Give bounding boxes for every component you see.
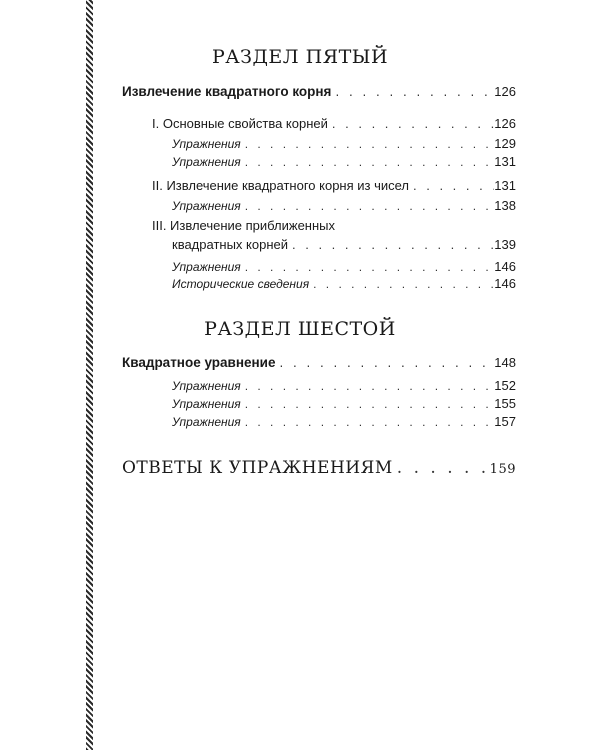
toc-item[interactable] bbox=[172, 136, 516, 151]
toc-page: 152 bbox=[494, 378, 516, 393]
toc-answers[interactable] bbox=[122, 458, 516, 478]
leader-dots bbox=[288, 237, 494, 252]
toc-item[interactable] bbox=[172, 276, 516, 291]
toc-item[interactable] bbox=[172, 396, 516, 411]
toc-page: 126 bbox=[494, 116, 516, 131]
toc-item[interactable] bbox=[172, 154, 516, 169]
toc-item[interactable] bbox=[172, 237, 516, 252]
toc-item[interactable] bbox=[172, 378, 516, 393]
leader-dots bbox=[241, 199, 495, 213]
toc-label: Извлечение квадратного корня bbox=[122, 84, 332, 99]
leader-dots bbox=[241, 137, 495, 151]
toc-chapter-square-root[interactable] bbox=[122, 84, 516, 99]
toc-item[interactable] bbox=[172, 414, 516, 429]
toc-label: Упражнения bbox=[172, 397, 241, 411]
toc-item[interactable] bbox=[172, 198, 516, 213]
toc-label-line1: III. Извлечение приближенных bbox=[152, 218, 336, 233]
leader-dots bbox=[328, 116, 494, 131]
toc-page: 159 bbox=[489, 462, 516, 477]
toc-label: Исторические сведения bbox=[172, 277, 310, 291]
toc-label: Квадратное уравнение bbox=[122, 355, 276, 370]
toc-page: 126 bbox=[494, 84, 516, 99]
toc-item[interactable] bbox=[172, 259, 516, 274]
toc-chapter-quadratic-equation[interactable] bbox=[122, 355, 516, 370]
toc-page: 139 bbox=[494, 237, 516, 252]
leader-dots bbox=[241, 155, 495, 169]
toc-page: 155 bbox=[494, 396, 516, 411]
toc-page: 146 bbox=[494, 276, 516, 291]
leader-dots bbox=[241, 415, 495, 429]
leader-dots bbox=[393, 458, 490, 478]
toc-label: Упражнения bbox=[172, 415, 241, 429]
leader-dots bbox=[275, 355, 494, 370]
toc-page: 157 bbox=[494, 414, 516, 429]
toc-page: 131 bbox=[494, 154, 516, 169]
toc-label: квадратных корней bbox=[172, 237, 288, 252]
leader-dots bbox=[331, 84, 494, 99]
section-5-title: РАЗДЕЛ ПЯТЫЙ bbox=[211, 46, 389, 68]
toc-label: Упражнения bbox=[172, 199, 241, 213]
leader-dots bbox=[409, 178, 494, 193]
leader-dots bbox=[241, 397, 495, 411]
toc-page: 131 bbox=[494, 178, 516, 193]
toc-page: 129 bbox=[494, 136, 516, 151]
book-spine-border bbox=[86, 0, 93, 750]
toc-item[interactable] bbox=[152, 116, 516, 131]
leader-dots bbox=[241, 260, 495, 274]
toc-label: ОТВЕТЫ К УПРАЖНЕНИЯМ bbox=[122, 458, 393, 478]
toc-label: Упражнения bbox=[172, 155, 241, 169]
toc-label: Упражнения bbox=[172, 260, 241, 274]
section-6-title: РАЗДЕЛ ШЕСТОЙ bbox=[204, 318, 396, 340]
toc-page: 138 bbox=[494, 198, 516, 213]
leader-dots bbox=[241, 379, 495, 393]
toc-item[interactable] bbox=[152, 178, 516, 193]
toc-page: 146 bbox=[494, 259, 516, 274]
toc-label: II. Извлечение квадратного корня из чисел bbox=[152, 178, 410, 193]
toc-page: 148 bbox=[494, 355, 516, 370]
toc-label: Упражнения bbox=[172, 379, 241, 393]
toc-label: I. Основные свойства корней bbox=[152, 116, 328, 131]
leader-dots bbox=[309, 277, 494, 291]
toc-label: Упражнения bbox=[172, 137, 241, 151]
